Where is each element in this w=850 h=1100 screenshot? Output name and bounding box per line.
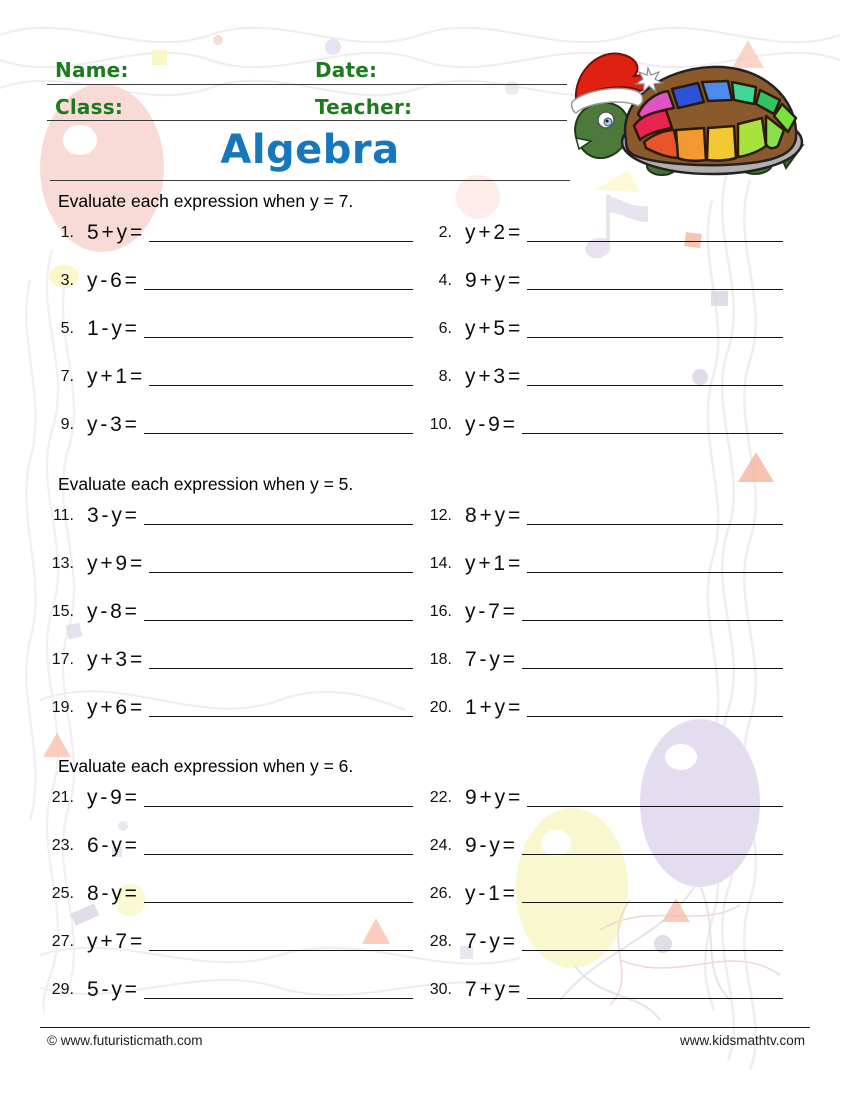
problem-expression: y + 3 = [87,648,143,671]
answer-line[interactable] [149,695,413,717]
section-y7 [0,190,850,460]
problem-number: 5. [60,320,74,337]
problem-expression: 9 + y = [465,269,521,292]
problem-number: 14. [429,555,452,572]
problem-expression: y + 7 = [87,930,143,953]
problem-expression: y + 3 = [465,365,521,388]
problem-expression: y - 6 = [87,269,137,292]
problem-row [418,316,788,364]
answer-line[interactable] [527,695,783,717]
problem-expression: y - 3 = [87,413,137,436]
problem-number: 3. [60,272,74,289]
problem-expression: 5 + y = [87,221,143,244]
problem-number: 4. [438,272,452,289]
problem-number: 20. [429,699,452,716]
name-label: Name: [55,58,129,82]
answer-line[interactable] [522,647,783,669]
problem-row [418,268,788,316]
problem-row [418,647,788,695]
problem-expression: 9 - y = [465,834,515,857]
problem-row [418,785,788,833]
problem-expression: 7 + y = [465,978,521,1001]
problem-row [40,977,418,1025]
answer-line[interactable] [144,977,413,999]
problem-number: 30. [429,981,452,998]
answer-line[interactable] [522,881,783,903]
problem-expression: 8 - y = [87,882,137,905]
answer-line[interactable] [522,599,783,621]
problem-number: 19. [51,699,74,716]
page-title: Algebra [220,127,400,173]
problem-grid [40,503,850,743]
problem-grid [40,220,850,460]
problem-row [418,599,788,647]
name-date-blank-line[interactable] [47,84,567,85]
answer-line[interactable] [149,220,413,242]
problem-expression: y + 5 = [465,317,521,340]
problem-expression: 5 - y = [87,978,137,1001]
footer-site-url: www.kidsmathtv.com [679,1033,805,1048]
answer-line[interactable] [527,551,783,573]
answer-line[interactable] [149,551,413,573]
class-teacher-blank-line[interactable] [47,120,567,121]
problem-row [40,220,418,268]
answer-line[interactable] [144,316,413,338]
problem-number: 16. [429,603,452,620]
class-label: Class: [55,95,124,119]
problem-number: 26. [429,885,452,902]
problem-row [40,412,418,460]
section-instruction: Evaluate each expression when y = 6. [58,756,354,776]
section-y6 [0,755,850,1025]
problem-expression: 8 + y = [465,504,521,527]
problem-row [40,364,418,412]
footer-copyright-url: © www.futuristicmath.com [47,1033,203,1048]
problem-row [418,220,788,268]
problem-number: 21. [51,789,74,806]
problem-number: 12. [429,507,452,524]
problem-number: 8. [438,368,452,385]
problem-expression: y - 8 = [87,600,137,623]
problem-number: 28. [429,933,452,950]
problem-row [40,929,418,977]
christmas-turtle-image [570,42,808,178]
problem-row [40,695,418,743]
problem-row [418,695,788,743]
problem-row [40,268,418,316]
problem-expression: y + 1 = [87,365,143,388]
answer-line[interactable] [527,316,783,338]
problem-number: 9. [60,416,74,433]
problem-expression: 3 - y = [87,504,137,527]
answer-line[interactable] [144,881,413,903]
answer-line[interactable] [527,977,783,999]
problem-number: 6. [438,320,452,337]
title-underline [50,180,570,181]
problem-row [418,833,788,881]
problem-expression: y + 1 = [465,552,521,575]
problem-expression: y - 9 = [87,786,137,809]
problem-expression: 9 + y = [465,786,521,809]
problem-row [40,599,418,647]
problem-expression: y - 1 = [465,882,515,905]
problem-expression: 1 + y = [465,696,521,719]
problem-number: 24. [429,837,452,854]
problem-grid [40,785,850,1025]
problem-expression: 7 - y = [465,648,515,671]
problem-number: 23. [51,837,74,854]
problem-number: 1. [60,224,74,241]
problem-row [418,503,788,551]
problem-number: 29. [51,981,74,998]
problem-row [418,364,788,412]
answer-line[interactable] [144,503,413,525]
answer-line[interactable] [144,785,413,807]
problem-number: 13. [51,555,74,572]
problem-row [418,881,788,929]
teacher-label: Teacher: [315,95,413,119]
problem-number: 7. [60,368,74,385]
problem-expression: 7 - y = [465,930,515,953]
date-label: Date: [315,58,378,82]
problem-row [40,881,418,929]
answer-line[interactable] [144,833,413,855]
problem-row [40,503,418,551]
problem-row [418,929,788,977]
problem-expression: y + 2 = [465,221,521,244]
problem-expression: y - 9 = [465,413,515,436]
problem-row [418,977,788,1025]
footer-divider [40,1027,810,1028]
problem-row [418,412,788,460]
section-instruction: Evaluate each expression when y = 5. [58,474,354,494]
problem-row [40,316,418,364]
problem-row [40,551,418,599]
problem-expression: y + 6 = [87,696,143,719]
problem-number: 2. [438,224,452,241]
answer-line[interactable] [522,929,783,951]
problem-number: 25. [51,885,74,902]
problem-row [418,551,788,599]
answer-line[interactable] [149,929,413,951]
section-instruction: Evaluate each expression when y = 7. [58,191,354,211]
answer-line[interactable] [144,268,413,290]
problem-row [40,785,418,833]
problem-expression: 6 - y = [87,834,137,857]
answer-line[interactable] [149,364,413,386]
problem-number: 15. [51,603,74,620]
section-y5 [0,473,850,743]
answer-line[interactable] [144,412,413,434]
answer-line[interactable] [149,647,413,669]
answer-line[interactable] [527,503,783,525]
problem-number: 10. [429,416,452,433]
problem-number: 18. [429,651,452,668]
answer-line[interactable] [527,268,783,290]
answer-line[interactable] [522,833,783,855]
answer-line[interactable] [527,364,783,386]
problem-expression: y - 7 = [465,600,515,623]
problem-number: 17. [51,651,74,668]
problem-expression: 1 - y = [87,317,137,340]
answer-line[interactable] [527,220,783,242]
answer-line[interactable] [527,785,783,807]
problem-row [40,647,418,695]
problem-number: 11. [52,507,74,524]
problem-number: 27. [51,933,74,950]
problem-number: 22. [429,789,452,806]
answer-line[interactable] [144,599,413,621]
answer-line[interactable] [522,412,783,434]
problem-row [40,833,418,881]
problem-expression: y + 9 = [87,552,143,575]
